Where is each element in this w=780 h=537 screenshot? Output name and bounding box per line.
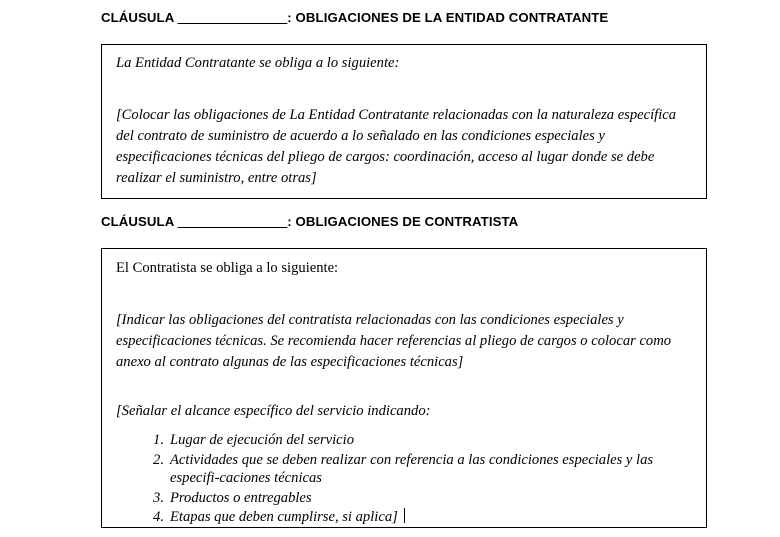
clause-heading-suffix: : OBLIGACIONES DE CONTRATISTA	[287, 214, 519, 229]
clause-heading-contratista	[101, 214, 518, 229]
box2-scope-paragraph: [Señalar el alcance específico del servicio indicando:	[116, 403, 431, 419]
list-item	[116, 508, 696, 527]
list-item-number: 3.	[153, 489, 164, 506]
list-item	[116, 431, 696, 450]
clause-heading-suffix: : OBLIGACIONES DE LA ENTIDAD CONTRATANTE	[287, 10, 609, 25]
list-item-text: Etapas que deben cumplirse, si aplica]	[170, 509, 398, 525]
scope-ordered-list	[116, 431, 696, 528]
list-item-label: Productos o entregables	[170, 489, 312, 506]
box1-placeholder-paragraph: [Colocar las obligaciones de La Entidad Contratante relacionadas con la naturaleza específica del contrato de suministro de acuerdo a lo señalado en las condiciones especiales y especificaciones técnicas del pliego de cargos: coordinación, acceso al lugar donde se debe realizar el suministro, entre otras]	[116, 107, 677, 186]
box1-intro-paragraph: La Entidad Contratante se obliga a lo siguiente:	[116, 55, 400, 71]
list-item-number: 2.	[153, 451, 164, 468]
clause-number-blank[interactable]: ______________	[177, 10, 288, 25]
box2-intro-paragraph: El Contratista se obliga a lo siguiente:	[116, 260, 339, 276]
clause-heading-prefix: CLÁUSULA	[101, 214, 178, 229]
list-item	[116, 451, 696, 488]
obligations-box-contratista[interactable]	[101, 248, 707, 528]
clause-heading-entidad-contratante	[101, 10, 608, 25]
obligations-box-entidad-contratante[interactable]	[101, 44, 707, 199]
list-item-label: Lugar de ejecución del servicio	[170, 432, 354, 448]
text-cursor	[404, 508, 405, 523]
list-item-label	[170, 508, 696, 527]
clause-heading-prefix: CLÁUSULA	[101, 10, 178, 25]
clause-number-blank[interactable]: ______________	[177, 214, 288, 229]
list-item-number: 1.	[153, 432, 164, 448]
box2-placeholder-paragraph: [Indicar las obligaciones del contratista relacionadas con las condiciones especiales y especificaciones técnicas. Se recomienda hacer referencias al pliego de cargos o colocar como anexo al contrato algunas de las especificaciones técnicas]	[116, 312, 672, 370]
list-item	[116, 489, 696, 508]
list-item-label: Actividades que se deben realizar con referencia a las condiciones especiales y las especifi-caciones técnicas	[170, 451, 654, 486]
list-item-number: 4.	[153, 509, 164, 525]
